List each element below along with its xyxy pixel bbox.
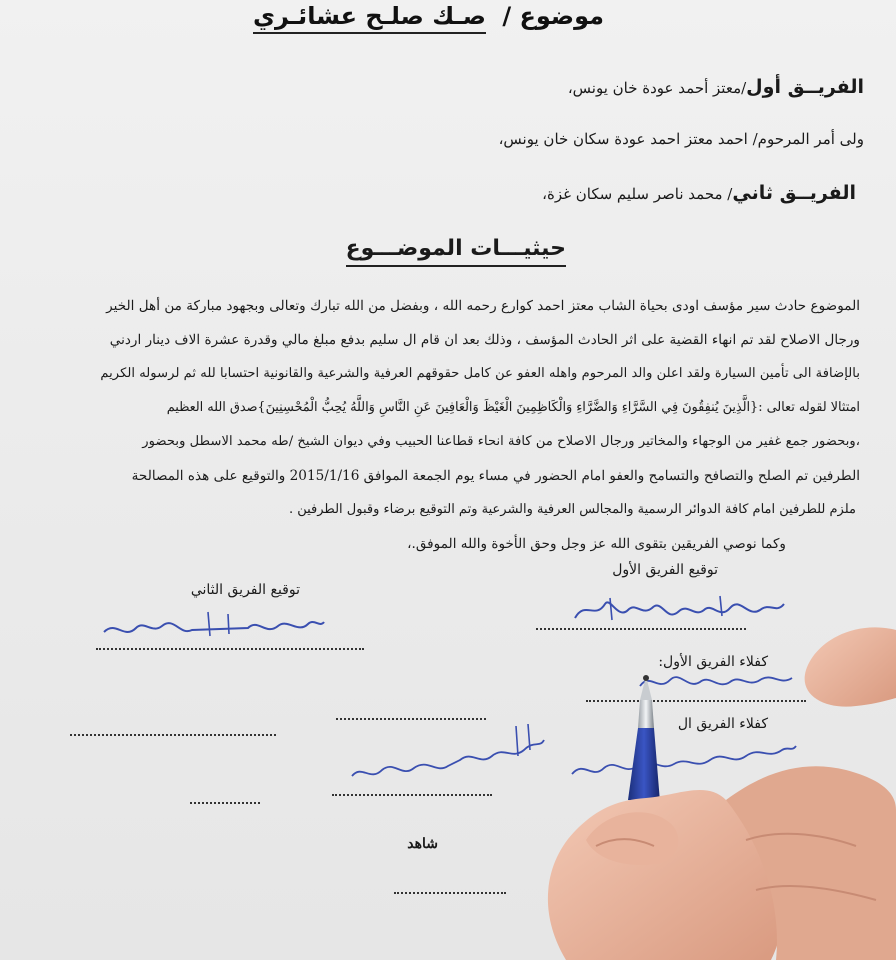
title-label: موضوع <box>519 2 604 30</box>
signature-party-two <box>98 606 328 648</box>
guarantor-line <box>332 794 492 796</box>
body-line: الموضوع حادث سير مؤسف اودى بحياة الشاب معتز احمد كوارع رحمه الله ، وبفضل من الله تبارك وتعالى وبجهود مباركة من أهل الخير <box>106 298 860 314</box>
party-two-line <box>542 182 856 204</box>
body-line: الطرفين تم الصلح والتصافح والتسامح والعفو امام الحضور في مساء يوم الجمعة الموافق 2015/1/16 والتوقيع على هذه المصالحة <box>131 468 860 484</box>
party-one-label: الفريــق أول <box>746 76 864 98</box>
guarantor-line <box>190 802 260 804</box>
hand-with-pen-icon <box>476 610 896 960</box>
guarantors-party-two-label: كفلاء الفريق ال <box>677 716 768 732</box>
body-line: ،وبحضور جمع غفير من الوجهاء والمخاتير ورجال الاصلاح من كافة انحاء قطاعنا الحبيب وفي ديوان الشيخ /طه محمد الاسطل وبحضور <box>142 434 860 449</box>
sig-line-party-two <box>96 648 364 650</box>
body-line: ملزم للطرفين امام كافة الدوائر الرسمية والمجالس العرفية والشرعية وتم التوقيع برضاء وقبول الطرفين . <box>288 502 856 517</box>
closing-line: وكما نوصي الفريقين بتقوى الله عز وجل وحق الأخوة والله الموفق.، <box>407 536 786 552</box>
body-line: امتثالا لقوله تعالى :{الَّذِينَ يُنفِقُونَ فِي السَّرَّاءِ وَالضَّرَّاءِ وَالْكَاظِمِينَ الْغَيْظَ وَالْعَافِينَ عَنِ النَّاسِ وَاللَّهُ يُحِبُّ الْمُحْسِنِينَ}صدق الله العظيم <box>166 400 860 415</box>
witness-label: شاهد <box>407 836 438 852</box>
body-line: بالإضافة الى تأمين السيارة ولقد اعلن والد المرحوم واهله العفو عن كامل حقوقهم العرفية والشرعية والقانونية احتسابا لله ثم لرسوله الكريم <box>100 366 860 381</box>
guarantors-party-one-label: كفلاء الفريق الأول: <box>658 654 768 670</box>
title-subject: صـك صلـح عشائـري <box>253 2 486 34</box>
document-title <box>253 2 604 30</box>
guarantor-line <box>70 734 276 736</box>
body-line: ورجال الاصلاح لقد تم انهاء القضية على اثر الحادث المؤسف ، وذلك بعد ان قام ال سليم بدفع مبلغ مالي وقدرة عشرة الاف دينار اردني <box>109 332 860 348</box>
section-heading: حيثيـــات الموضـــوع <box>346 236 566 267</box>
party-one-line <box>568 76 864 98</box>
sig-party-one-label: توقيع الفريق الأول <box>612 562 718 578</box>
party-two-label: الفريــق ثاني <box>732 182 856 204</box>
party-one-text: /معتز أحمد عودة خان يونس، <box>567 79 747 97</box>
guardian-line: ولى أمر المرحوم/ احمد معتز احمد عودة سكان خان يونس، <box>498 130 864 148</box>
party-two-text: / محمد ناصر سليم سكان غزة، <box>542 185 733 203</box>
sig-party-two-label: توقيع الفريق الثاني <box>190 582 300 598</box>
title-separator: / <box>502 2 512 30</box>
